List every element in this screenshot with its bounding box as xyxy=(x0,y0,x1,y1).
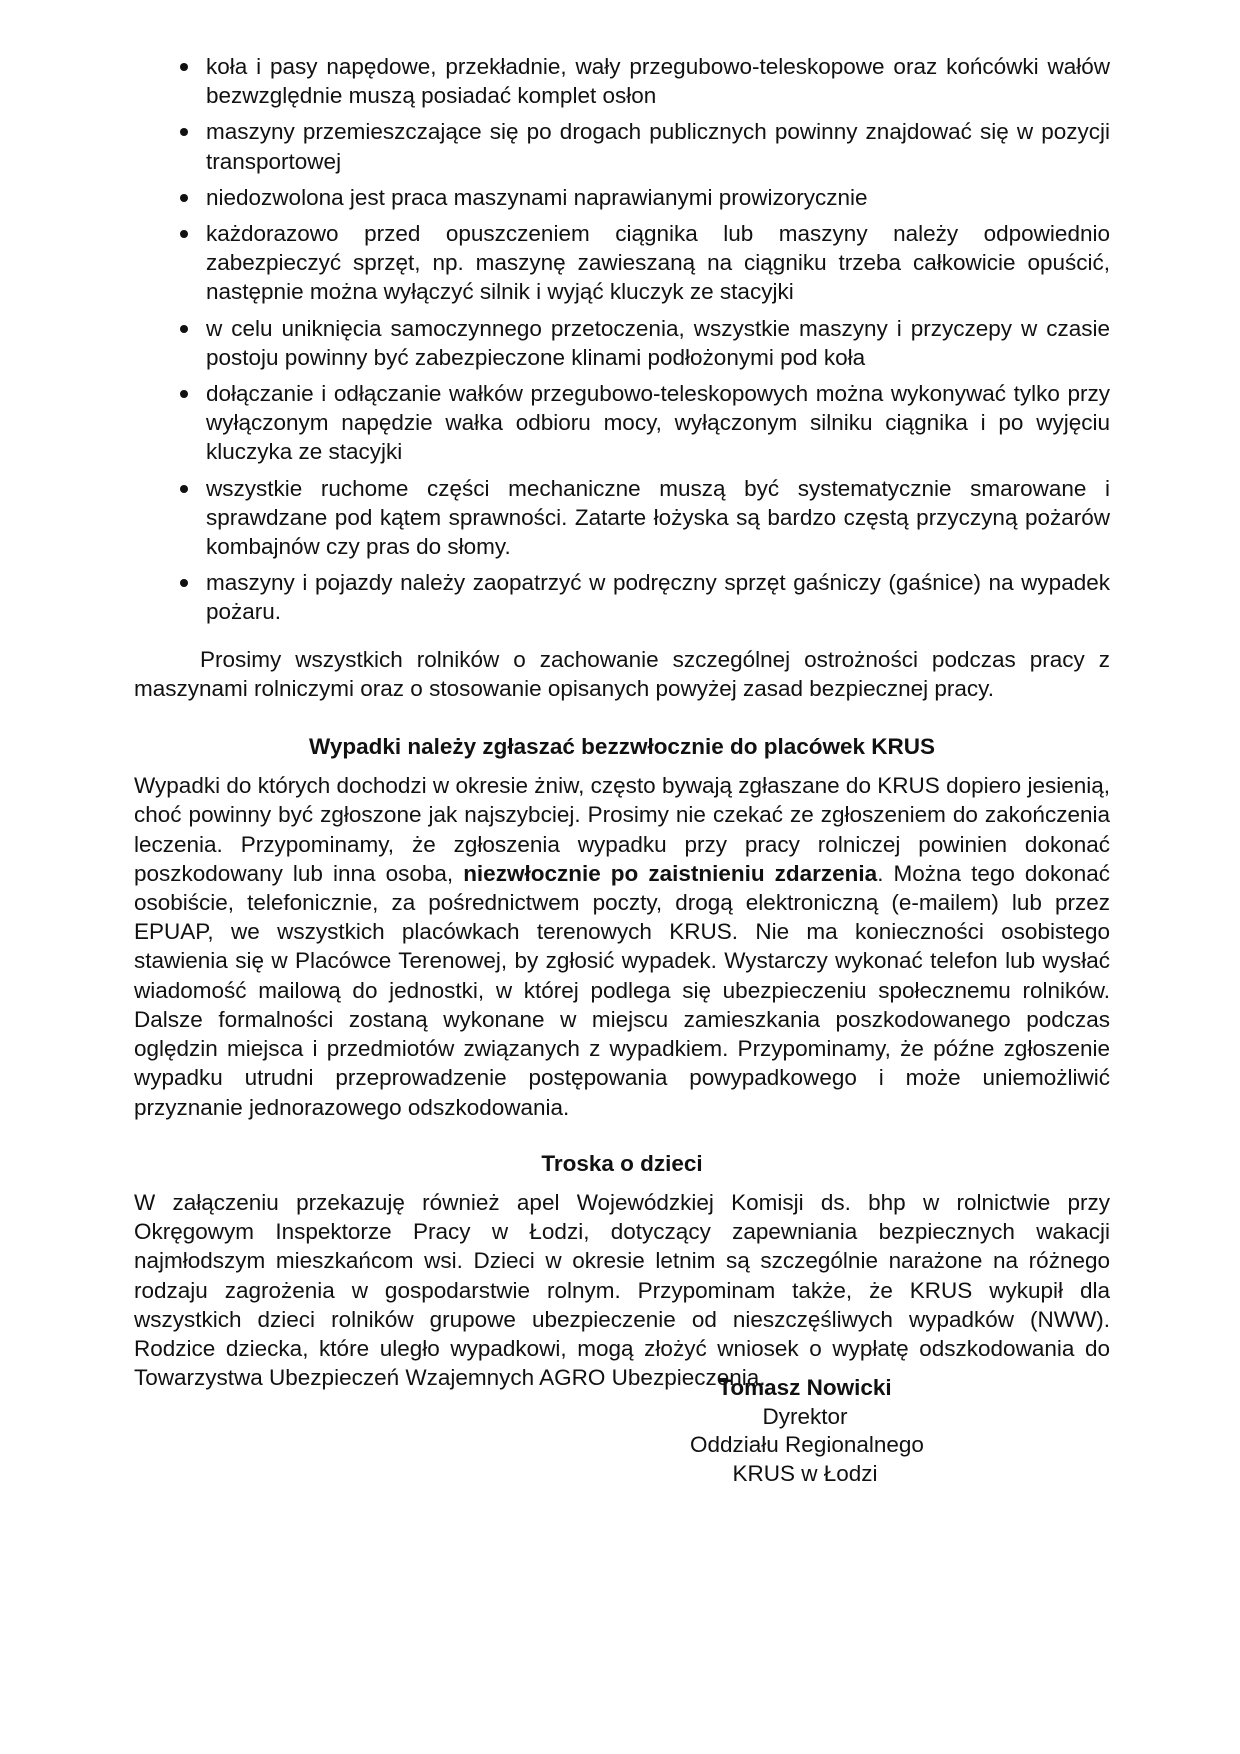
signatory-name: Tomasz Nowicki xyxy=(718,1375,892,1400)
bullet-icon xyxy=(180,325,188,333)
signature-block xyxy=(690,1374,924,1488)
bullet-icon xyxy=(180,128,188,136)
list-item xyxy=(134,379,1110,467)
list-item xyxy=(134,117,1110,175)
section-heading-accidents: Wypadki należy zgłaszać bezzwłocznie do placówek KRUS xyxy=(308,734,935,760)
document-page xyxy=(134,52,1110,1392)
list-item xyxy=(134,52,1110,110)
accidents-text-bold: niezwłocznie po zaistnieniu zdarzenia xyxy=(463,860,878,886)
accidents-text-after: . Można tego dokonać osobiście, telefonicznie, za pośrednictwem poczty, drogą elektroniczną (e-mailem) lub przez EPUAP, we wszystkich placówkach terenowych KRUS. Nie ma konieczności osobistego stawienia się w Placówce Terenowej, by zgłosić wypadek. Wystarczy wykonać telefon lub wysłać wiadomość mailową do jednostki, w której podlega się ubezpieczeniu społecznemu rolników. Dalsze formalności zostaną wykonane w miejscu zamieszkania poszkodowanego podczas oględzin miejsca i przedmiotów związanych z wypadkiem. Przypominamy, że późne zgłoszenie wypadku utrudni przeprowadzenie postępowania powypadkowego i może uniemożliwić przyznanie jednorazowego odszkodowania. xyxy=(134,860,1110,1120)
list-item-text: wszystkie ruchome części mechaniczne muszą być systematycznie smarowane i sprawdzane pod kątem sprawności. Zatarte łożyska są bardzo częstą przyczyną pożarów kombajnów czy pras do słomy. xyxy=(206,475,1110,560)
list-item-text: maszyny i pojazdy należy zaopatrzyć w podręczny sprzęt gaśniczy (gaśnice) na wypadek pożaru. xyxy=(206,570,1110,625)
safety-rules-list xyxy=(134,52,1110,627)
list-item-text: koła i pasy napędowe, przekładnie, wały przegubowo-teleskopowe oraz końcówki wałów bezwzględnie muszą posiadać komplet osłon xyxy=(206,54,1110,109)
list-item-text: każdorazowo przed opuszczeniem ciągnika lub maszyny należy odpowiednio zabezpieczyć sprzęt, np. maszynę zawieszaną na ciągniku trzeba całkowicie opuścić, następnie można wyłączyć silnik i wyjąć kluczyk ze stacyjki xyxy=(206,221,1110,305)
list-item-text: maszyny przemieszczające się po drogach publicznych powinny znajdować się w pozycji transportowej xyxy=(206,119,1110,174)
list-item xyxy=(134,314,1110,372)
signatory-title: Dyrektor xyxy=(762,1403,848,1429)
accidents-text-before: Wypadki do których dochodzi w okresie żniw, często bywają zgłaszane do KRUS dopiero jesienią, choć powinny być zgłoszone jak najszybciej. Prosimy nie czekać ze zgłoszeniem do zakończenia leczenia. Przypominamy, że zgłoszenia wypadku przy pracy rolniczej powinien dokonać poszkodowany lub inna osoba, xyxy=(134,773,1110,886)
accidents-paragraph xyxy=(134,771,1110,1121)
bullet-icon xyxy=(180,579,188,587)
bullet-icon xyxy=(180,485,188,493)
bullet-icon xyxy=(180,63,188,71)
list-item-text: dołączanie i odłączanie wałków przegubowo-teleskopowych można wykonywać tylko przy wyłączonym napędzie wałka odbioru mocy, wyłączonym silniku ciągnika i po wyjęciu kluczyka ze stacyjki xyxy=(206,381,1110,465)
children-paragraph: W załączeniu przekazuję również apel Wojewódzkiej Komisji ds. bhp w rolnictwie przy Okręgowym Inspektorze Pracy w Łodzi, dotyczący zapewniania bezpiecznych wakacji najmłodszym mieszkańcom wsi. Dzieci w okresie letnim są szczególnie narażone na różnego rodzaju zagrożenia w gospodarstwie rolnym. Przypominam także, że KRUS wykupił dla wszystkich dzieci rolników grupowe ubezpieczenie od nieszczęśliwych wypadków (NWW). Rodzice dziecka, które uległo wypadkowi, mogą złożyć wniosek o wypłatę odszkodowania do Towarzystwa Ubezpieczeń Wzajemnych AGRO Ubezpieczenia. xyxy=(134,1189,1110,1391)
list-item-text: w celu uniknięcia samoczynnego przetoczenia, wszystkie maszyny i przyczepy w czasie postoju powinny być zabezpieczone klinami podłożonymi pod koła xyxy=(206,315,1110,370)
bullet-icon xyxy=(180,194,188,202)
list-item-text: niedozwolona jest praca maszynami naprawianymi prowizorycznie xyxy=(206,184,868,210)
intro-paragraph: Prosimy wszystkich rolników o zachowanie szczególnej ostrożności podczas pracy z maszynami rolniczymi oraz o stosowanie opisanych powyżej zasad bezpiecznej pracy. xyxy=(134,646,1110,701)
list-item xyxy=(134,474,1110,562)
list-item xyxy=(134,568,1110,626)
list-item xyxy=(134,183,1110,212)
signatory-office: KRUS w Łodzi xyxy=(732,1460,878,1486)
bullet-icon xyxy=(180,230,188,238)
signatory-unit: Oddziału Regionalnego xyxy=(690,1432,924,1457)
bullet-icon xyxy=(180,390,188,398)
section-heading-children: Troska o dzieci xyxy=(541,1150,703,1176)
list-item xyxy=(134,219,1110,307)
